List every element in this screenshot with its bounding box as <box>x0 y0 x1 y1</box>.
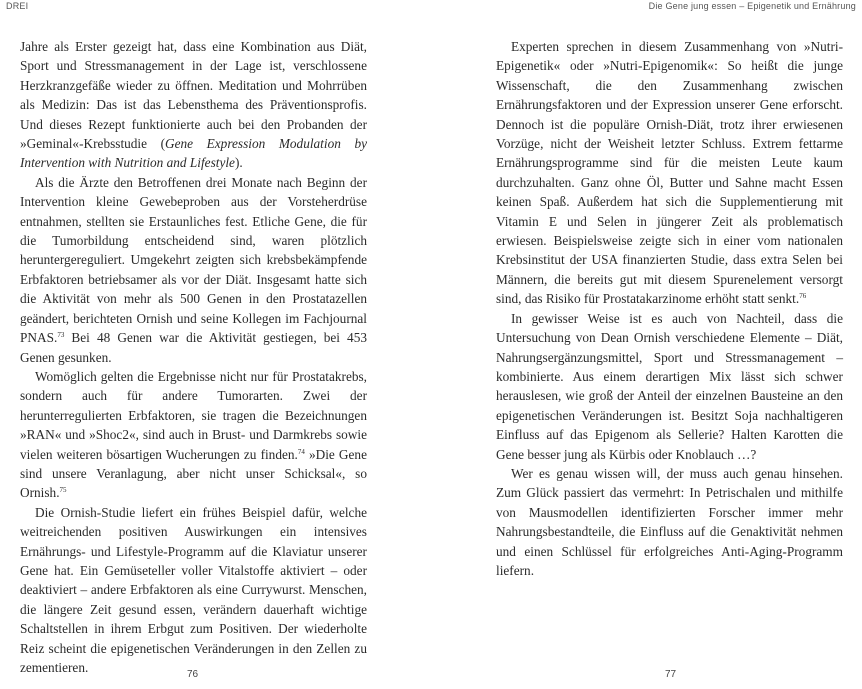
footnote-ref: 73 <box>57 331 65 340</box>
paragraph: Experten sprechen in diesem Zusammenhang von »Nutri-Epigenetik« oder »Nutri-Epigenomik«: So heißt die junge Wissenschaft, die den Zusammenhang zwischen Ernährungsfaktoren und der Expression unserer Gene erforscht. Dennoch ist die populäre Ornish-Diät, trotz ihrer erwiesenen Vorzüge, nicht der Weisheit letzter Schluss. Extrem fettarme Ernährungsprogramme sind für die meisten Leute kaum durchzuhalten. Ganz ohne Öl, Butter und Sahne macht Essen keinen Spaß. Außerdem hat sich die Supplementierung mit Vitamin E und Selen in jüngerer Zeit als problematisch erwiesen. Beispielsweise zeigte sich in einer vom nationalen Krebsinstitut der USA finanzierten Studie, dass extra Selen bei Männern, die bereits gut mit diesem Spurenelement versorgt sind, das Risiko für Prostatakarzinome erhöht statt senkt.$^{76}$ <box>496 39 843 307</box>
left-page-body <box>20 37 367 677</box>
paragraph: Jahre als Erster gezeigt hat, dass eine Kombination aus Diät, Sport und Stressmanagement in der Lage ist, verschlossene Herzkranzgefäße wieder zu öffnen. Meditation und Mohrrüben als Medizin: Das ist das Lebensthema des Präventionsprofis. Und dieses Rezept funktionierte auch bei den Probanden der »Geminal«-Krebsstudie (Gene Expression Modulation by Intervention with Nutrition and Lifestyle). <box>20 39 367 171</box>
footnote-ref: 74 <box>297 447 305 456</box>
page-number-right: 77 <box>665 669 677 680</box>
paragraph: Als die Ärzte den Betroffenen drei Monate nach Beginn der Intervention kleine Gewebeproben aus der Vorsteherdrüse entnahmen, stellten sie Erstaunliches fest. Etliche Gene, die für die Tumorbildung entscheidend sind, waren plötzlich heruntergereguliert. Umgekehrt zeigten sich krebsbekämpfende Erbfaktoren betriebsamer als vor der Diät. Insgesamt hatte sich die Aktivität von mehr als 500 Genen in den Prostatazellen geändert, berichteten Ornish und seine Kollegen im Fachjournal PNAS.$^{73}$ Bei 48 Genen war die Aktivität gestiegen, bei 453 Genen gesunken. <box>20 174 367 365</box>
paragraph: Womöglich gelten die Ergebnisse nicht nur für Prostatakrebs, sondern auch für andere Tumorarten. Zwei der herunterregulierten Erbfaktoren, sie tragen die Bezeichnungen »RAN« und »Shoc2«, sind auch in Brust- und Darmkrebs sowie vielen weiteren bösartigen Wucherungen zu finden.$^{74}$ »Die Gene sind unsere Veranlagung, aber nicht unser Schicksal«, so Ornish.$^{75}$ <box>20 368 367 501</box>
page-number-left: 76 <box>187 669 199 680</box>
paragraph: In gewisser Weise ist es auch von Nachteil, dass die Untersuchung von Dean Ornish verschiedene Elemente – Diät, Nahrungsergänzungsmittel, Sport und Stressmanagement – kombinierte. Aus einem derartigen Mix lässt sich schwer herauslesen, wie groß der Anteil der einzelnen Bausteine an den epigenetischen Veränderungen ist. Besitzt Soja nachhaltigeren Einfluss auf das Epigenom als Sellerie? Halten Karotten die Gene besser jung als Kürbis oder Knoblauch …? <box>496 310 843 462</box>
footnote-ref: 76 <box>799 292 807 301</box>
footnote-ref: 75 <box>59 486 67 495</box>
paragraph: Wer es genau wissen will, der muss auch genau hinsehen. Zum Glück passiert das vermehrt: In Petrischalen und mithilfe von Mausmodellen identifizierten Forscher immer mehr Nahrungsbestandteile, die Einfluss auf die Genaktivität nehmen und einen Schlüssel für erfolgreiches Anti-Aging-Programm liefern. <box>496 465 843 578</box>
running-head-right: Die Gene jung essen – Epigenetik und Ernährung <box>648 1 856 11</box>
right-page <box>431 0 862 689</box>
paragraph: Die Ornish-Studie liefert ein frühes Beispiel dafür, welche weitreichenden positiven Auswirkungen ein intensives Ernährungs- und Lifestyle-Programm auf die Klaviatur unserer Gene hat. Ein Gemüseteller voller Vitalstoffe aktiviert – oder deaktiviert – andere Erbfaktoren als eine Currywurst. Menschen, die längere Zeit gesund essen, verändern dauerhaft wichtige Schaltstellen in ihrem Erbgut zum Positiven. Der wiederholte Reiz scheint die epigenetischen Veränderungen in den Zellen zu zementieren. <box>20 504 367 675</box>
running-head-left: DREI <box>6 1 29 11</box>
right-page-body <box>496 37 843 580</box>
